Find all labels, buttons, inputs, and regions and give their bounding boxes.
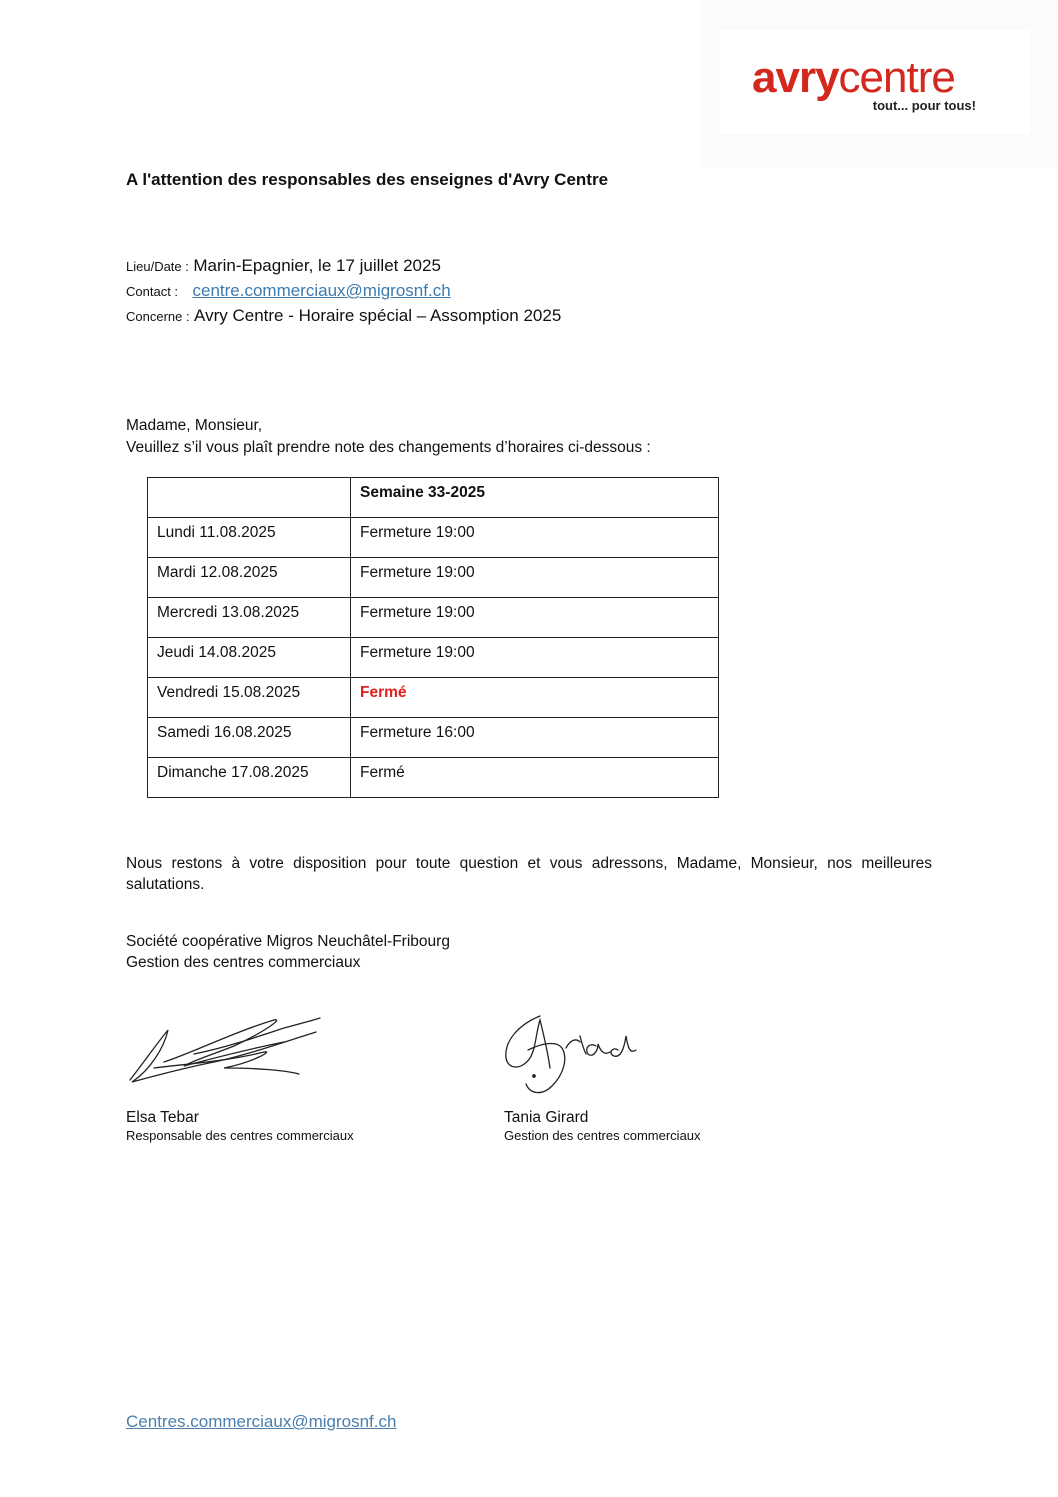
day-cell: Dimanche 17.08.2025	[148, 758, 351, 798]
hours-cell: Fermeture 19:00	[351, 638, 719, 678]
subject-row	[126, 306, 561, 326]
table-row	[148, 758, 719, 798]
logo-area	[700, 0, 1058, 168]
hours-cell-closed-highlight: Fermé	[351, 678, 719, 718]
signatory-role: Gestion des centres commerciaux	[504, 1128, 701, 1143]
hours-cell: Fermé	[351, 758, 719, 798]
signatory-name: Tania Girard	[504, 1109, 589, 1126]
table-header-row	[148, 478, 719, 518]
greeting: Madame, Monsieur,	[126, 417, 263, 434]
hours-cell: Fermeture 19:00	[351, 518, 719, 558]
letter-heading: A l'attention des responsables des enseignes d'Avry Centre	[126, 170, 609, 189]
contact-row	[126, 281, 451, 301]
day-cell: Jeudi 14.08.2025	[148, 638, 351, 678]
day-cell: Mercredi 13.08.2025	[148, 598, 351, 638]
intro-text: Veuillez s’il vous plaît prendre note des changements d’horaires ci-dessous :	[126, 439, 651, 456]
place-date-row	[126, 256, 441, 276]
day-cell: Vendredi 15.08.2025	[148, 678, 351, 718]
place-date-value: Marin-Epagnier, le 17 juillet 2025	[193, 256, 441, 275]
table-row	[148, 558, 719, 598]
day-cell: Lundi 11.08.2025	[148, 518, 351, 558]
day-cell: Mardi 12.08.2025	[148, 558, 351, 598]
signatory-name: Elsa Tebar	[126, 1109, 199, 1126]
signature-elsa-tebar	[124, 1012, 324, 1088]
logo	[720, 30, 1030, 134]
table-row	[148, 678, 719, 718]
sender-dept: Gestion des centres commerciaux	[126, 954, 361, 971]
subject-value: Avry Centre - Horaire spécial – Assomption 2025	[194, 306, 562, 325]
footer-email-link[interactable]: Centres.commerciaux@migrosnf.ch	[126, 1412, 397, 1431]
table-row	[148, 718, 719, 758]
day-cell: Samedi 16.08.2025	[148, 718, 351, 758]
table-row	[148, 598, 719, 638]
hours-cell: Fermeture 16:00	[351, 718, 719, 758]
logo-tagline: tout... pour tous!	[872, 98, 976, 113]
logo-wordmark	[752, 53, 955, 102]
closing-paragraph: Nous restons à votre disposition pour toute question et vous adressons, Madame, Monsieur, nos meilleures salutations.	[126, 855, 932, 893]
table-row	[148, 518, 719, 558]
hours-table	[147, 477, 719, 798]
table-header-week: Semaine 33-2025	[351, 478, 719, 518]
contact-label: Contact :	[126, 284, 179, 299]
sender-org: Société coopérative Migros Neuchâtel-Fribourg	[126, 933, 450, 950]
contact-email-link[interactable]: centre.commerciaux@migrosnf.ch	[192, 281, 451, 300]
hours-cell: Fermeture 19:00	[351, 558, 719, 598]
table-row	[148, 638, 719, 678]
hours-cell: Fermeture 19:00	[351, 598, 719, 638]
place-date-label: Lieu/Date :	[126, 259, 189, 274]
logo-brand-light: centre	[838, 53, 955, 102]
table-header-cell-empty	[148, 478, 351, 518]
signatory-role: Responsable des centres commerciaux	[126, 1128, 354, 1143]
subject-label: Concerne :	[126, 309, 190, 324]
signature-tania-girard	[500, 1010, 650, 1100]
logo-brand-bold: avry	[752, 53, 839, 102]
